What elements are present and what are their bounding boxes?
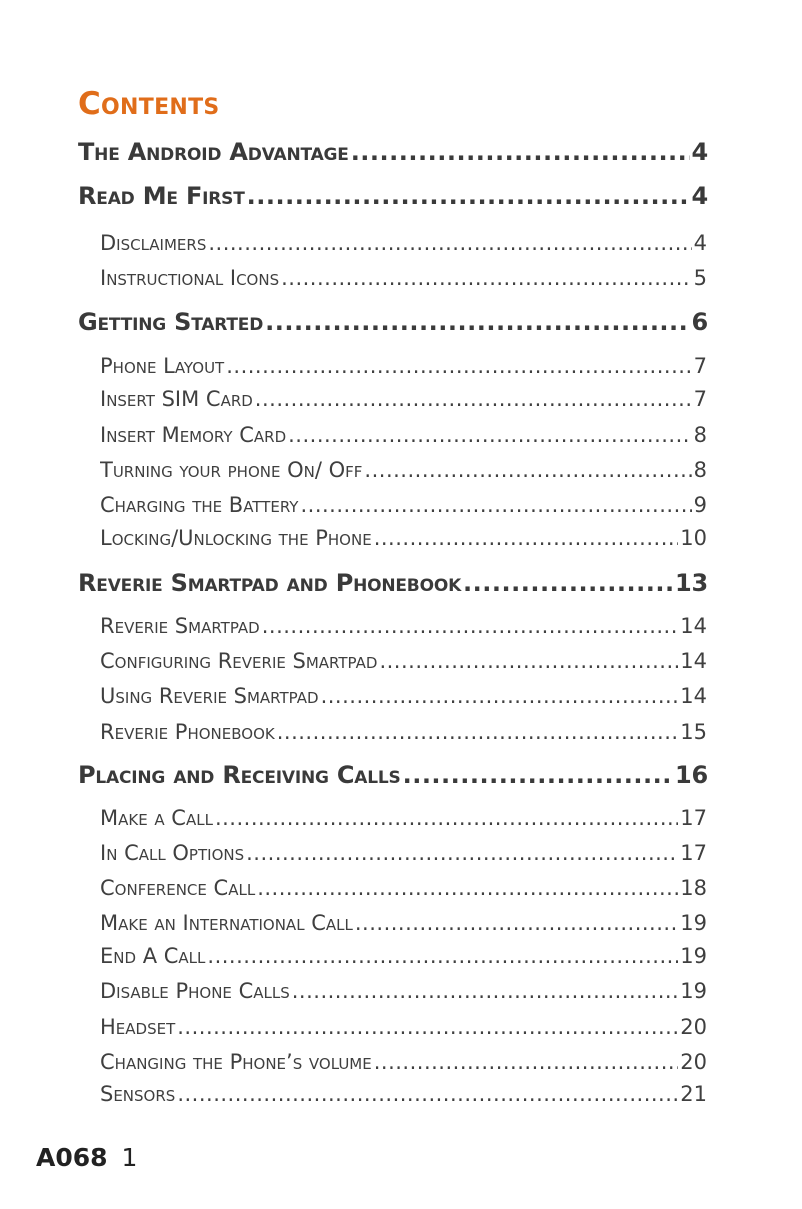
toc-entry-page: 4 <box>691 138 708 166</box>
toc-item-disclaimers[interactable] <box>100 231 707 255</box>
toc-entry-page: 17 <box>680 841 707 865</box>
toc-leader <box>321 684 679 708</box>
toc-leader <box>215 806 678 830</box>
toc-leader <box>257 876 678 900</box>
toc-leader <box>463 569 673 597</box>
toc-item-conference-call[interactable] <box>100 876 707 900</box>
toc-entry-page: 21 <box>680 1082 707 1106</box>
toc-item-insert-memory-card[interactable] <box>100 423 707 447</box>
toc-item-disable-phone-calls[interactable] <box>100 979 707 1003</box>
toc-item-instructional-icons[interactable] <box>100 266 707 290</box>
toc-item-using-smartpad[interactable] <box>100 684 707 708</box>
toc-entry-title: Reverie Smartpad <box>100 614 260 638</box>
toc-entry-title: Headset <box>100 1015 176 1039</box>
toc-section-reverie-smartpad-phonebook[interactable] <box>78 569 708 597</box>
toc-entry-title: Getting Started <box>78 308 264 336</box>
toc-leader <box>292 979 679 1003</box>
toc-leader <box>374 1050 679 1074</box>
toc-leader <box>281 266 692 290</box>
toc-leader <box>255 387 692 411</box>
toc-leader <box>177 1082 678 1106</box>
toc-item-insert-sim-card[interactable] <box>100 387 707 411</box>
toc-entry-title: Changing the Phone’s volume <box>100 1050 372 1074</box>
toc-entry-title: Make an International Call <box>100 911 353 935</box>
toc-entry-page: 8 <box>693 458 707 482</box>
toc-item-phone-layout[interactable] <box>100 354 707 378</box>
toc-leader <box>277 720 679 744</box>
toc-entry-page: 19 <box>680 944 707 968</box>
toc-item-configuring-smartpad[interactable] <box>100 649 707 673</box>
toc-entry-title: Conference Call <box>100 876 256 900</box>
toc-section-android-advantage[interactable] <box>78 138 708 166</box>
toc-leader <box>288 423 692 447</box>
toc-entry-title: Disable Phone Calls <box>100 979 290 1003</box>
toc-entry-title: Disclaimers <box>100 231 207 255</box>
toc-item-reverie-phonebook[interactable] <box>100 720 707 744</box>
toc-entry-title: Charging the Battery <box>100 493 299 517</box>
toc-entry-page: 7 <box>693 354 707 378</box>
toc-item-in-call-options[interactable] <box>100 841 707 865</box>
page-title: Contents <box>78 86 220 122</box>
toc-entry-page: 19 <box>680 911 707 935</box>
toc-leader <box>207 944 678 968</box>
toc-entry-page: 6 <box>691 308 708 336</box>
toc-leader <box>177 1015 678 1039</box>
toc-entry-page: 10 <box>680 526 707 550</box>
toc-section-getting-started[interactable] <box>78 308 708 336</box>
toc-leader <box>403 761 673 789</box>
toc-item-reverie-smartpad[interactable] <box>100 614 707 638</box>
page-footer <box>36 1143 137 1172</box>
toc-leader <box>208 231 691 255</box>
toc-entry-title: Locking/Unlocking the Phone <box>100 526 372 550</box>
toc-entry-page: 17 <box>680 806 707 830</box>
toc-entry-title: Read Me First <box>78 182 245 210</box>
toc-item-headset[interactable] <box>100 1015 707 1039</box>
toc-entry-title: Instructional Icons <box>100 266 280 290</box>
toc-entry-title: Turning your phone On/ Off <box>100 458 363 482</box>
toc-entry-page: 20 <box>680 1015 707 1039</box>
toc-entry-page: 5 <box>693 266 707 290</box>
toc-entry-title: Placing and Receiving Calls <box>78 761 401 789</box>
toc-entry-page: 18 <box>680 876 707 900</box>
toc-leader <box>355 911 678 935</box>
toc-entry-title: The Android Advantage <box>78 138 349 166</box>
toc-entry-title: In Call Options <box>100 841 245 865</box>
toc-entry-title: Insert SIM Card <box>100 387 253 411</box>
toc-item-charging-battery[interactable] <box>100 493 707 517</box>
toc-item-international-call[interactable] <box>100 911 707 935</box>
toc-leader <box>374 526 679 550</box>
toc-leader <box>247 182 690 210</box>
toc-item-turning-phone-on-off[interactable] <box>100 458 707 482</box>
toc-leader <box>265 308 689 336</box>
toc-leader <box>246 841 678 865</box>
toc-item-sensors[interactable] <box>100 1082 707 1106</box>
toc-entry-title: End A Call <box>100 944 206 968</box>
toc-entry-title: Reverie Phonebook <box>100 720 275 744</box>
toc-entry-title: Configuring Reverie Smartpad <box>100 649 378 673</box>
toc-entry-page: 14 <box>680 649 707 673</box>
toc-section-read-me-first[interactable] <box>78 182 708 210</box>
toc-entry-page: 20 <box>680 1050 707 1074</box>
toc-entry-title: Reverie Smartpad and Phonebook <box>78 569 462 597</box>
toc-item-changing-volume[interactable] <box>100 1050 707 1074</box>
toc-entry-title: Using Reverie Smartpad <box>100 684 319 708</box>
toc-entry-page: 19 <box>680 979 707 1003</box>
toc-section-placing-receiving-calls[interactable] <box>78 761 708 789</box>
toc-leader <box>262 614 679 638</box>
toc-entry-page: 8 <box>693 423 707 447</box>
toc-entry-page: 9 <box>693 493 707 517</box>
toc-entry-page: 15 <box>680 720 707 744</box>
toc-entry-page: 14 <box>680 684 707 708</box>
toc-item-make-a-call[interactable] <box>100 806 707 830</box>
toc-entry-page: 14 <box>680 614 707 638</box>
toc-leader <box>379 649 678 673</box>
toc-entry-title: Insert Memory Card <box>100 423 287 447</box>
toc-leader <box>364 458 691 482</box>
toc-leader <box>300 493 691 517</box>
toc-entry-page: 4 <box>691 182 708 210</box>
toc-leader <box>226 354 691 378</box>
page-number: 1 <box>121 1143 138 1172</box>
model-code: A068 <box>36 1143 108 1172</box>
toc-entry-title: Sensors <box>100 1082 176 1106</box>
toc-entry-page: 13 <box>675 569 708 597</box>
toc-entry-page: 16 <box>675 761 708 789</box>
toc-item-locking-unlocking[interactable] <box>100 526 707 550</box>
toc-entry-title: Make a Call <box>100 806 213 830</box>
toc-leader <box>351 138 690 166</box>
toc-entry-title: Phone Layout <box>100 354 225 378</box>
toc-entry-page: 7 <box>693 387 707 411</box>
toc-entry-page: 4 <box>693 231 707 255</box>
toc-item-end-a-call[interactable] <box>100 944 707 968</box>
